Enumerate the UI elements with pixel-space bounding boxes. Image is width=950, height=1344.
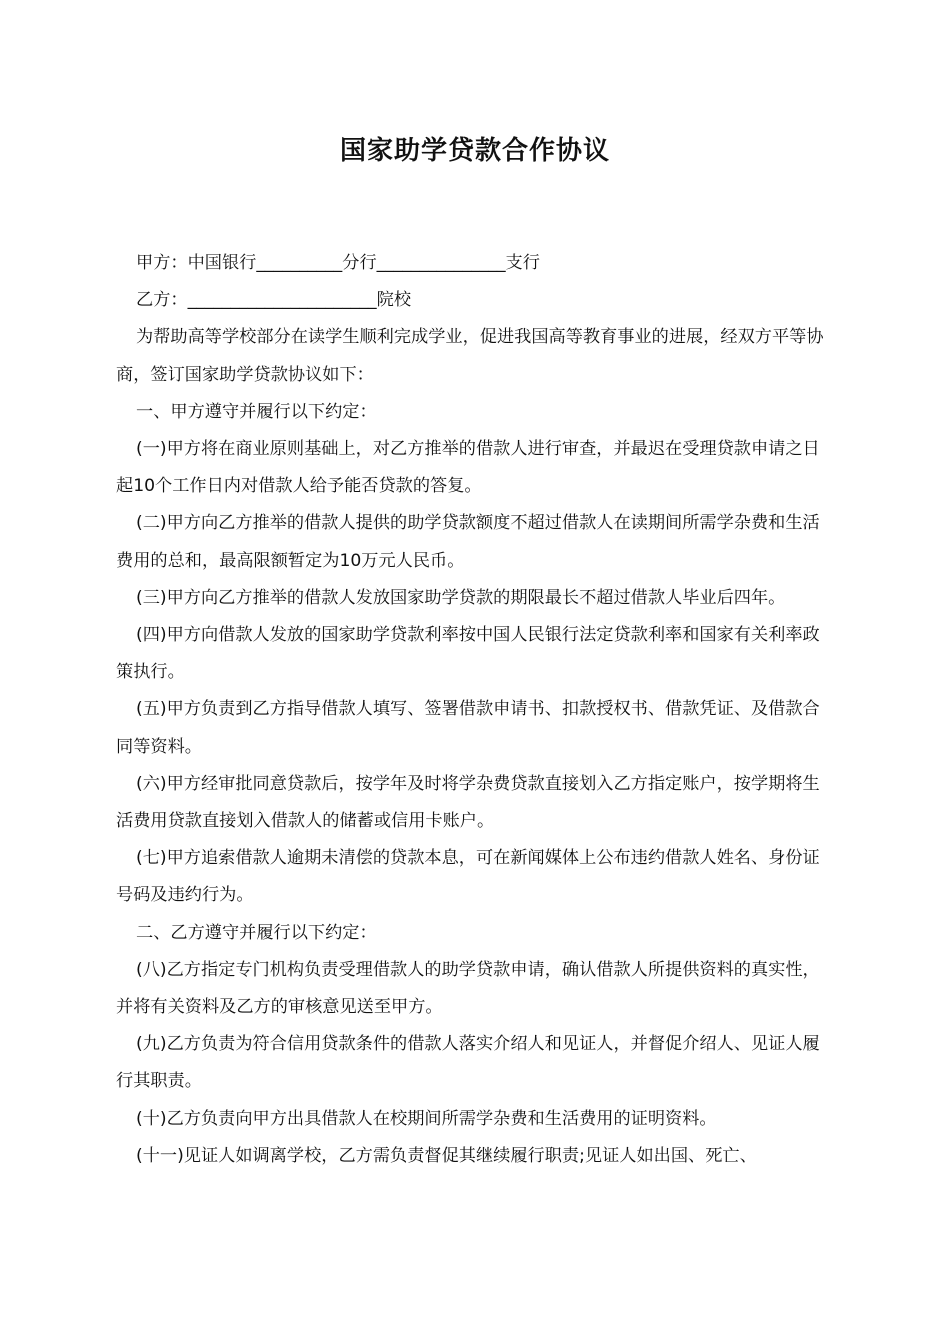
clause-3: (三)甲方向乙方推举的借款人发放国家助学贷款的期限最长不超过借款人毕业后四年。: [136, 587, 786, 608]
clause-10: (十)乙方负责向甲方出具借款人在校期间所需学杂费和生活费用的证明资料。: [136, 1108, 717, 1129]
section-heading-party-a: 一、甲方遵守并履行以下约定：: [136, 401, 377, 422]
clause-6: (六)甲方经审批同意贷款后，按学年及时将学杂费贷款直接划入乙方指定账户，按学期将生活费用贷款直接划入借款人的储蓄或信用卡账户。: [116, 773, 820, 832]
clause-8: (八)乙方指定专门机构负责受理借款人的助学贷款申请，确认借款人所提供资料的真实性，并将有关资料及乙方的审核意见送至甲方。: [116, 959, 820, 1018]
paragraph-intro: 为帮助高等学校部分在读学生顺利完成学业，促进我国高等教育事业的进展，经双方平等协商，签订国家助学贷款协议如下：: [116, 327, 824, 385]
clause-4: (四)甲方向借款人发放的国家助学贷款利率按中国人民银行法定贷款利率和国家有关利率政策执行。: [116, 625, 820, 683]
clause-2: (二)甲方向乙方推举的借款人提供的助学贷款额度不超过借款人在读期间所需学杂费和生活费用的总和，最高限额暂定为10万元人民币。: [116, 513, 820, 571]
document-title: 国家助学贷款合作协议: [339, 136, 610, 166]
party-b-line: 乙方：______________________院校: [136, 290, 412, 311]
party-a-line: 甲方：中国银行__________分行_______________支行: [136, 253, 540, 273]
clause-9: (九)乙方负责为符合信用贷款条件的借款人落实介绍人和见证人，并督促介绍人、见证人履行其职责。: [116, 1034, 820, 1092]
clause-1: (一)甲方将在商业原则基础上，对乙方推举的借款人进行审查，并最迟在受理贷款申请之日起10个工作日内对借款人给予能否贷款的答复。: [116, 439, 820, 497]
clause-7: (七)甲方追索借款人逾期未清偿的贷款本息，可在新闻媒体上公布违约借款人姓名、身份证号码及违约行为。: [116, 848, 820, 906]
clause-11: (十一)见证人如调离学校，乙方需负责督促其继续履行职责;见证人如出国、死亡、: [136, 1145, 757, 1166]
section-heading-party-b: 二、乙方遵守并履行以下约定：: [136, 922, 377, 943]
clause-5: (五)甲方负责到乙方指导借款人填写、签署借款申请书、扣款授权书、借款凭证、及借款合同等资料。: [116, 699, 820, 757]
document-body: [116, 245, 836, 1175]
